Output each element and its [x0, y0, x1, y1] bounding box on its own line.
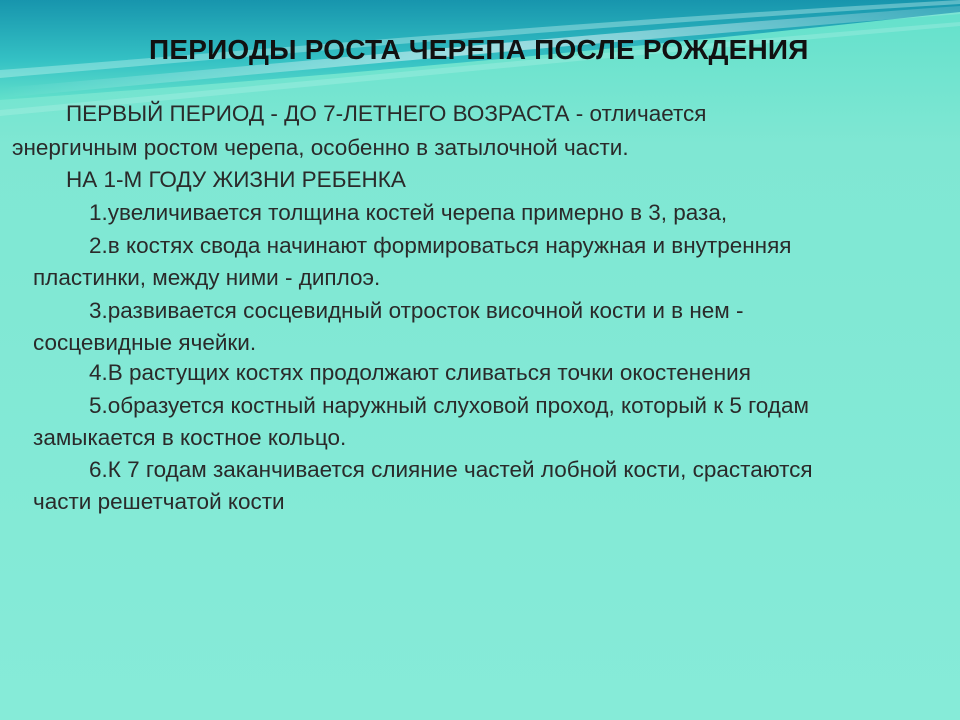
list-item-2: 2.в костях свода начинают формироваться наружная и внутренняя [89, 233, 792, 258]
list-item-5-continuation: замыкается в костное кольцо. [33, 425, 347, 450]
list-item-4: 4.В растущих костях продолжают сливаться точки окостенения [89, 360, 751, 385]
list-item-3-continuation: сосцевидные ячейки. [33, 330, 257, 355]
slide-title: ПЕРИОДЫ РОСТА ЧЕРЕПА ПОСЛЕ РОЖДЕНИЯ [149, 34, 809, 65]
subheading: НА 1-М ГОДУ ЖИЗНИ РЕБЕНКА [66, 167, 406, 192]
intro-line-1: ПЕРВЫЙ ПЕРИОД - ДО 7-ЛЕТНЕГО ВОЗРАСТА - отличается [66, 101, 707, 126]
list-item-6: 6.К 7 годам заканчивается слияние частей лобной кости, срастаются [89, 457, 813, 482]
intro-line-2: энергичным ростом черепа, особенно в затылочной части. [12, 135, 629, 160]
list-item-6-continuation: части решетчатой кости [33, 489, 285, 514]
list-item-2-continuation: пластинки, между ними - диплоэ. [33, 265, 381, 290]
list-item-3: 3.развивается сосцевидный отросток височной кости и в нем - [89, 298, 744, 323]
list-item-5: 5.образуется костный наружный слуховой проход, который к 5 годам [89, 393, 809, 418]
list-item-1: 1.увеличивается толщина костей черепа примерно в 3, раза, [89, 200, 728, 225]
